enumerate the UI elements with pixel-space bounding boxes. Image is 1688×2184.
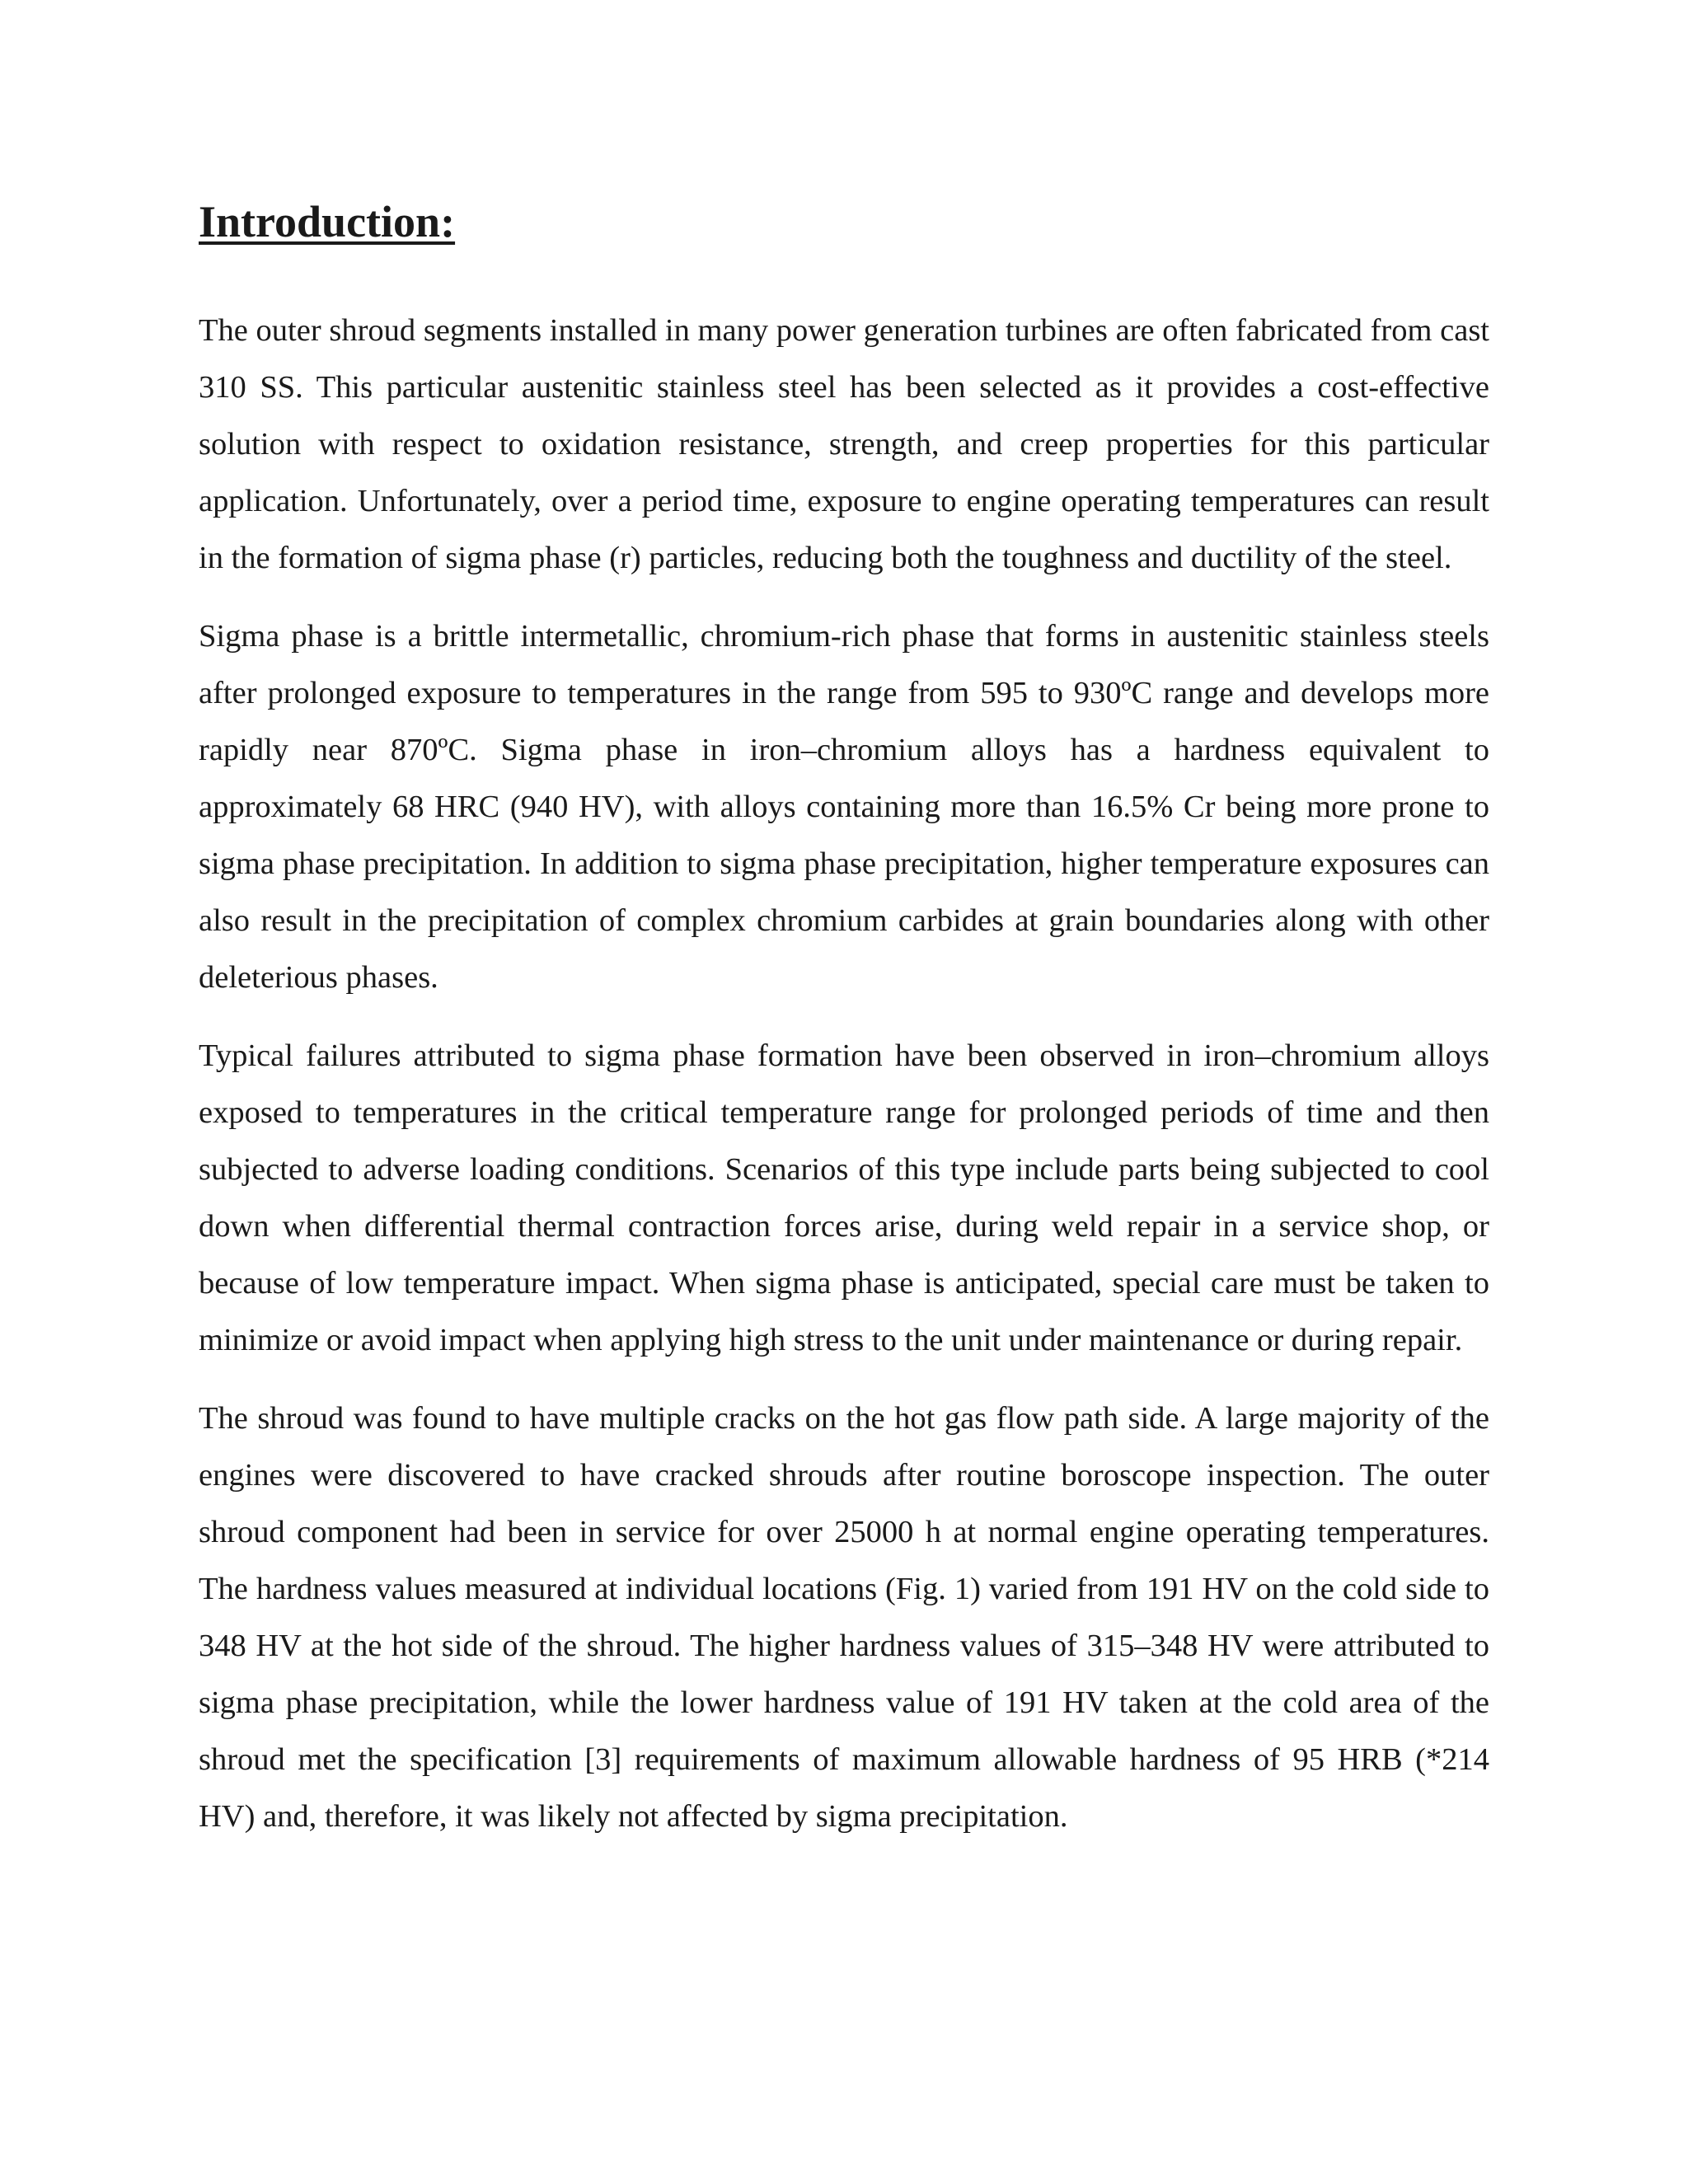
paragraph-shroud-cracks: The shroud was found to have multiple cracks on the hot gas flow path side. A large majority of the engines were discovered to have cracked shrouds after routine boroscope inspection. The outer shroud component had been in service for over 25000 h at normal engine operating temperatures. The hardness values measured at individual locations (Fig. 1) varied from 191 HV on the cold side to 348 HV at the hot side of the shroud. The higher hardness values of 315–348 HV were attributed to sigma phase precipitation, while the lower hardness value of 191 HV taken at the cold area of the shroud met the specification [3] requirements of maximum allowable hardness of 95 HRB (*214 HV) and, therefore, it was likely not affected by sigma precipitation. [199, 1401, 1489, 1834]
paragraph-sigma-phase: Sigma phase is a brittle intermetallic, chromium-rich phase that forms in austenitic stainless steels after prolonged exposure to temperatures in the range from 595 to 930ºC range and develops more rapidly near 870ºC. Sigma phase in iron–chromium alloys has a hardness equivalent to approximately 68 HRC (940 HV), with alloys containing more than 16.5% Cr being more prone to sigma phase precipitation. In addition to sigma phase precipitation, higher temperature exposures can also result in the precipitation of complex chromium carbides at grain boundaries along with other deleterious phases. [199, 619, 1489, 995]
document-page [199, 194, 1489, 1845]
paragraph-shroud-material: The outer shroud segments installed in many power generation turbines are often fabricated from cast 310 SS. This particular austenitic stainless steel has been selected as it provides a cost-effective solution with respect to oxidation resistance, strength, and creep properties for this particular application. Unfortunately, over a period time, exposure to engine operating temperatures can result in the formation of sigma phase (r) particles, reducing both the toughness and ductility of the steel. [199, 313, 1489, 575]
paragraph-typical-failures: Typical failures attributed to sigma phase formation have been observed in iron–chromium alloys exposed to temperatures in the critical temperature range for prolonged periods of time and then subjected to adverse loading conditions. Scenarios of this type include parts being subjected to cool down when differential thermal contraction forces arise, during weld repair in a service shop, or because of low temperature impact. When sigma phase is anticipated, special care must be taken to minimize or avoid impact when applying high stress to the unit under maintenance or during repair. [199, 1038, 1489, 1357]
section-heading: Introduction: [199, 197, 456, 246]
